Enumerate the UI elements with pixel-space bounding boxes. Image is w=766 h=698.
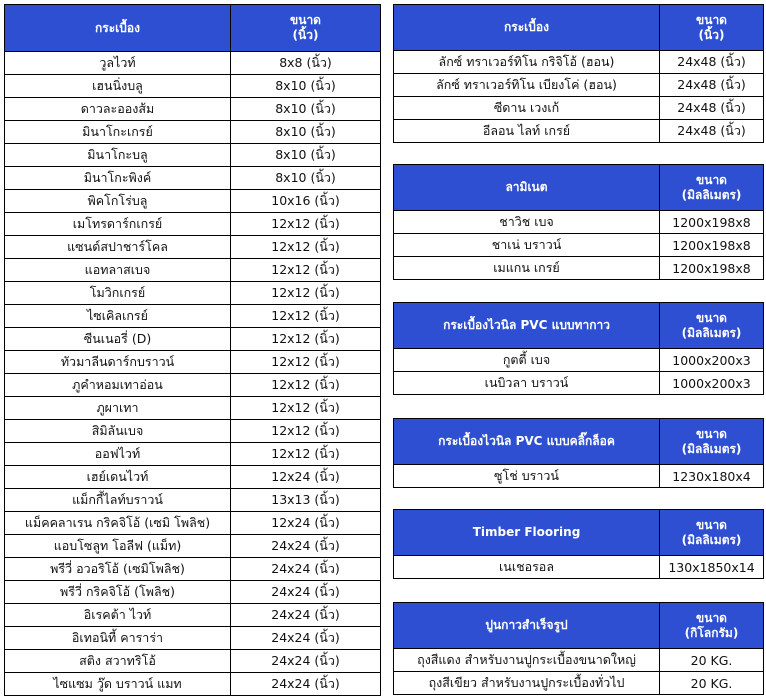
- product-size-cell: 8x10 (นิ้ว): [231, 121, 381, 144]
- product-size-cell: 24x48 (นิ้ว): [660, 74, 764, 97]
- header-size: ขนาด (มิลลิเมตร): [660, 165, 764, 211]
- table-row: [394, 672, 764, 695]
- table-row: [5, 512, 381, 535]
- product-name-cell: ถุงสีแดง สำหรับงานปูกระเบื้องขนาดใหญ่: [394, 649, 660, 672]
- table-row: [5, 535, 381, 558]
- product-name-cell: ถุงสีเขียว สำหรับงานปูกระเบื้องทั่วไป: [394, 672, 660, 695]
- product-size-cell: 24x48 (นิ้ว): [660, 120, 764, 143]
- product-name-cell: มินาโกะเกรย์: [5, 121, 231, 144]
- product-name-cell: ทัวมาลีนดาร์กบราวน์: [5, 351, 231, 374]
- product-name-cell: ซีนเนอรี่ (D): [5, 328, 231, 351]
- table-row: [5, 397, 381, 420]
- product-size-cell: 20 KG.: [660, 649, 764, 672]
- product-name-cell: ไซเคิลเกรย์: [5, 305, 231, 328]
- product-name-cell: ซีดาน เวงเก้: [394, 97, 660, 120]
- product-name-cell: มินาโกะบลู: [5, 144, 231, 167]
- product-name-cell: เมโทรดาร์กเกรย์: [5, 213, 231, 236]
- product-size-cell: 24x48 (นิ้ว): [660, 97, 764, 120]
- table-row: [5, 604, 381, 627]
- product-size-cell: 1000x200x3: [660, 372, 764, 395]
- product-size-cell: 12x12 (นิ้ว): [231, 443, 381, 466]
- table-row: [5, 489, 381, 512]
- table-row: [5, 121, 381, 144]
- product-size-cell: 12x12 (นิ้ว): [231, 374, 381, 397]
- table-row: [5, 236, 381, 259]
- product-name-cell: พิคโกโร่บลู: [5, 190, 231, 213]
- header-product-name: กระเบื้องไวนิล PVC แบบทากาว: [394, 303, 660, 349]
- product-size-cell: 12x12 (นิ้ว): [231, 282, 381, 305]
- product-size-cell: 1200x198x8: [660, 234, 764, 257]
- table-row: [5, 167, 381, 190]
- product-size-cell: 1200x198x8: [660, 257, 764, 280]
- product-name-cell: อีลอน ไลท์ เกรย์: [394, 120, 660, 143]
- product-size-cell: 12x12 (นิ้ว): [231, 305, 381, 328]
- product-size-cell: 20 KG.: [660, 672, 764, 695]
- product-name-cell: กูตตี้ เบจ: [394, 349, 660, 372]
- header-product-name: Timber Flooring: [394, 510, 660, 556]
- table-row: [5, 581, 381, 604]
- tile-adhesive-table: [393, 602, 764, 695]
- table-row: [5, 259, 381, 282]
- product-size-cell: 24x24 (นิ้ว): [231, 627, 381, 650]
- header-size: ขนาด (มิลลิเมตร): [660, 510, 764, 556]
- table-row: [5, 305, 381, 328]
- product-size-cell: 24x24 (นิ้ว): [231, 581, 381, 604]
- product-size-cell: 1000x200x3: [660, 349, 764, 372]
- product-name-cell: อิเทอนิที้ คาราร่า: [5, 627, 231, 650]
- product-size-cell: 8x8 (นิ้ว): [231, 52, 381, 75]
- table-header-row: [5, 5, 381, 52]
- table-row: [5, 627, 381, 650]
- product-size-cell: 10x16 (นิ้ว): [231, 190, 381, 213]
- timber-flooring-table: [393, 509, 764, 579]
- product-size-cell: 12x12 (นิ้ว): [231, 351, 381, 374]
- product-name-cell: มินาโกะพิงค์: [5, 167, 231, 190]
- product-name-cell: วูลไวท์: [5, 52, 231, 75]
- table-row: [394, 649, 764, 672]
- product-size-cell: 24x48 (นิ้ว): [660, 51, 764, 74]
- product-name-cell: อิเรคต้า ไวท์: [5, 604, 231, 627]
- product-name-cell: ภูคำหอมเทาอ่อน: [5, 374, 231, 397]
- product-size-cell: 24x24 (นิ้ว): [231, 673, 381, 696]
- product-name-cell: ออฟไวท์: [5, 443, 231, 466]
- table-row: [5, 466, 381, 489]
- laminate-table: [393, 164, 764, 280]
- product-name-cell: ลักซ์ ทราเวอร์ทิโน เบียงโค่ (ฮอน): [394, 74, 660, 97]
- product-name-cell: โมวิกเกรย์: [5, 282, 231, 305]
- table-header-row: [394, 603, 764, 649]
- product-name-cell: ลักซ์ ทราเวอร์ทิโน กริจิโอ้ (ฮอน): [394, 51, 660, 74]
- product-size-cell: 130x1850x14: [660, 556, 764, 579]
- header-product-name: ปูนกาวสำเร็จรูป: [394, 603, 660, 649]
- table-row: [394, 51, 764, 74]
- product-size-cell: 1200x198x8: [660, 211, 764, 234]
- product-size-cell: 1230x180x4: [660, 465, 764, 488]
- table-row: [394, 97, 764, 120]
- vinyl-clicklock-table: [393, 418, 764, 488]
- table-header-row: [394, 5, 764, 51]
- vinyl-glue-table: [393, 302, 764, 395]
- table-header-row: [394, 165, 764, 211]
- table-row: [394, 74, 764, 97]
- header-size: ขนาด (นิ้ว): [660, 5, 764, 51]
- table-header-row: [394, 419, 764, 465]
- product-size-cell: 12x12 (นิ้ว): [231, 420, 381, 443]
- product-name-cell: ซูโช่ บราวน์: [394, 465, 660, 488]
- table-row: [394, 257, 764, 280]
- header-size: ขนาด (กิโลกรัม): [660, 603, 764, 649]
- product-name-cell: ไซแซม วู๊ด บราวน์ แมท: [5, 673, 231, 696]
- table-row: [394, 556, 764, 579]
- product-name-cell: แอทลาสเบจ: [5, 259, 231, 282]
- table-row: [5, 328, 381, 351]
- table-row: [5, 374, 381, 397]
- product-size-cell: 12x12 (นิ้ว): [231, 397, 381, 420]
- table-row: [5, 420, 381, 443]
- table-row: [5, 443, 381, 466]
- product-name-cell: สติง สวาทริโอ้: [5, 650, 231, 673]
- product-name-cell: แซนด์สปาชาร์โคล: [5, 236, 231, 259]
- product-size-cell: 12x24 (นิ้ว): [231, 512, 381, 535]
- table-row: [394, 234, 764, 257]
- table-row: [5, 673, 381, 696]
- tile-24x48-table: [393, 4, 764, 143]
- product-name-cell: เนเชอรอล: [394, 556, 660, 579]
- product-name-cell: พรีวี่ กริคจิโอ้ (โพลิช): [5, 581, 231, 604]
- table-row: [5, 52, 381, 75]
- product-name-cell: เมแกน เกรย์: [394, 257, 660, 280]
- product-name-cell: เฮนนิ่งบลู: [5, 75, 231, 98]
- product-name-cell: ดาวละอองส้ม: [5, 98, 231, 121]
- table-header-row: [394, 510, 764, 556]
- header-size: ขนาด (นิ้ว): [231, 5, 381, 52]
- table-row: [394, 372, 764, 395]
- product-size-cell: 8x10 (นิ้ว): [231, 98, 381, 121]
- product-size-cell: 12x12 (นิ้ว): [231, 328, 381, 351]
- table-row: [5, 351, 381, 374]
- product-size-cell: 24x24 (นิ้ว): [231, 558, 381, 581]
- table-row: [5, 213, 381, 236]
- header-product-name: กระเบื้องไวนิล PVC แบบคลิ๊กล็อค: [394, 419, 660, 465]
- header-size: ขนาด (มิลลิเมตร): [660, 303, 764, 349]
- table-header-row: [394, 303, 764, 349]
- table-row: [5, 98, 381, 121]
- product-size-cell: 8x10 (นิ้ว): [231, 167, 381, 190]
- product-name-cell: แม็กกี้ไลท์บราวน์: [5, 489, 231, 512]
- product-size-cell: 8x10 (นิ้ว): [231, 75, 381, 98]
- table-row: [394, 465, 764, 488]
- product-name-cell: ชาวิช เบจ: [394, 211, 660, 234]
- table-row: [5, 650, 381, 673]
- table-row: [394, 120, 764, 143]
- product-size-cell: 24x24 (นิ้ว): [231, 535, 381, 558]
- product-name-cell: เนบิวลา บราวน์: [394, 372, 660, 395]
- product-size-cell: 8x10 (นิ้ว): [231, 144, 381, 167]
- tile-size-table-main: [4, 4, 381, 696]
- header-product-name: กระเบื้อง: [5, 5, 231, 52]
- product-size-cell: 12x24 (นิ้ว): [231, 466, 381, 489]
- product-size-cell: 24x24 (นิ้ว): [231, 650, 381, 673]
- product-size-cell: 12x12 (นิ้ว): [231, 259, 381, 282]
- product-name-cell: แอบโซลูท โอลีฟ (แม็ท): [5, 535, 231, 558]
- table-row: [5, 144, 381, 167]
- table-row: [5, 282, 381, 305]
- header-product-name: กระเบื้อง: [394, 5, 660, 51]
- product-size-cell: 12x12 (นิ้ว): [231, 213, 381, 236]
- product-name-cell: ชาเน่ บราวน์: [394, 234, 660, 257]
- product-size-cell: 24x24 (นิ้ว): [231, 604, 381, 627]
- product-name-cell: พรีวี่ อวอริโอ้ (เซมิโพลิช): [5, 558, 231, 581]
- product-name-cell: สิมิลันเบจ: [5, 420, 231, 443]
- product-name-cell: แม็คคลาเรน กริคจิโอ้ (เซมิ โพลิช): [5, 512, 231, 535]
- table-row: [394, 211, 764, 234]
- table-row: [394, 349, 764, 372]
- table-row: [5, 190, 381, 213]
- header-product-name: ลามิเนต: [394, 165, 660, 211]
- product-name-cell: เฮย์เดนไวท์: [5, 466, 231, 489]
- table-row: [5, 558, 381, 581]
- product-size-cell: 13x13 (นิ้ว): [231, 489, 381, 512]
- product-size-cell: 12x12 (นิ้ว): [231, 236, 381, 259]
- header-size: ขนาด (มิลลิเมตร): [660, 419, 764, 465]
- product-name-cell: ภูผาเทา: [5, 397, 231, 420]
- table-row: [5, 75, 381, 98]
